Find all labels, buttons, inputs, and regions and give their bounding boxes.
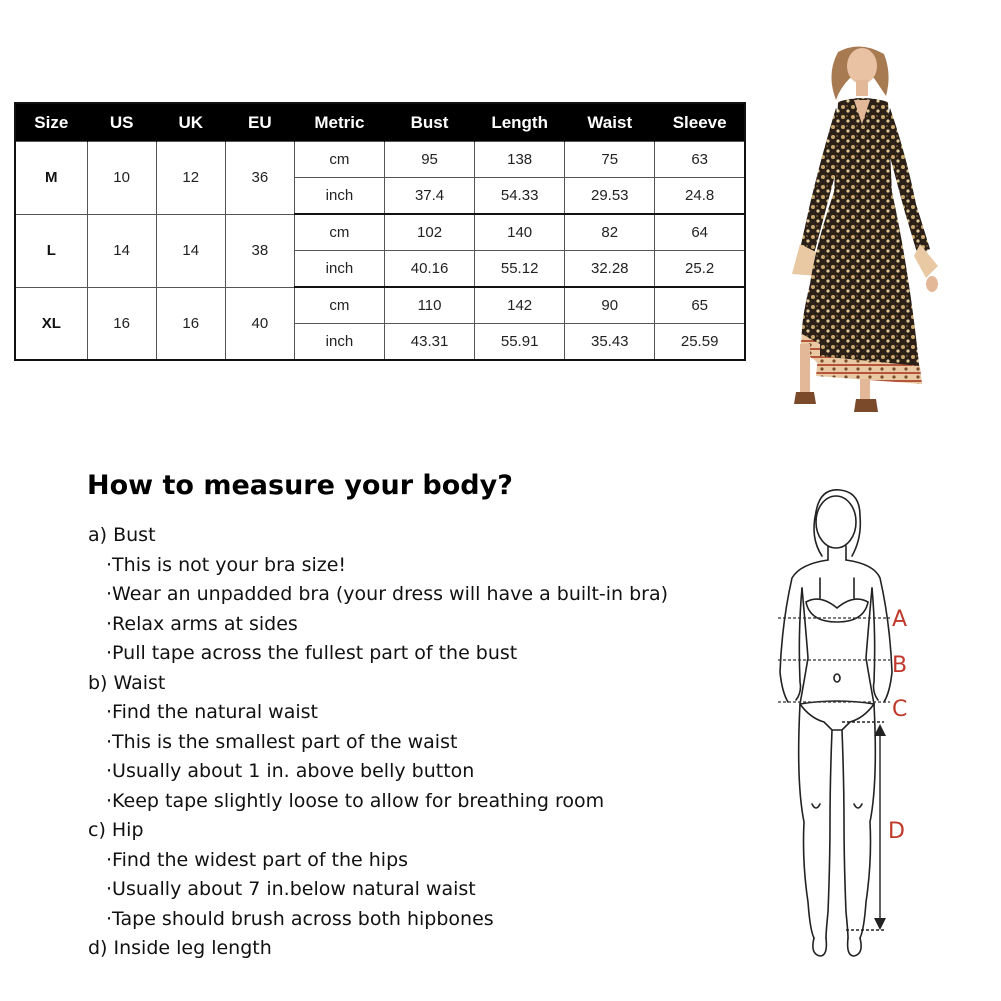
waist-value: 29.53 bbox=[565, 178, 655, 215]
table-row bbox=[15, 214, 745, 251]
instruction-detail: ·Usually about 7 in.below natural waist bbox=[106, 878, 476, 900]
bust-value: 43.31 bbox=[384, 324, 474, 361]
size-chart-table bbox=[14, 102, 746, 361]
waist-value: 90 bbox=[565, 287, 655, 324]
instruction-detail: ·Find the widest part of the hips bbox=[106, 848, 409, 871]
measure-instructions-list bbox=[88, 521, 668, 964]
sleeve-value: 24.8 bbox=[655, 178, 745, 215]
bust-value: 95 bbox=[384, 142, 474, 178]
body-measurement-diagram bbox=[760, 482, 960, 972]
length-value: 142 bbox=[475, 287, 565, 324]
diagram-label-b: B bbox=[892, 653, 908, 678]
bust-value: 37.4 bbox=[384, 178, 474, 215]
instruction-heading: c) Hip bbox=[88, 819, 144, 841]
us-size: 16 bbox=[87, 287, 156, 360]
sleeve-value: 25.59 bbox=[655, 324, 745, 361]
header-bust: Bust bbox=[384, 103, 474, 142]
waist-value: 75 bbox=[565, 142, 655, 178]
uk-size: 16 bbox=[156, 287, 225, 360]
waist-value: 82 bbox=[565, 214, 655, 251]
length-value: 55.12 bbox=[475, 251, 565, 288]
header-waist: Waist bbox=[565, 103, 655, 142]
diagram-label-c: C bbox=[892, 697, 908, 722]
metric-unit: inch bbox=[294, 251, 384, 288]
header-uk: UK bbox=[156, 103, 225, 142]
instruction-detail: ·This is not your bra size! bbox=[106, 553, 347, 576]
sleeve-value: 64 bbox=[655, 214, 745, 251]
waist-value: 32.28 bbox=[565, 251, 655, 288]
length-value: 55.91 bbox=[475, 324, 565, 361]
model-photo bbox=[780, 44, 950, 416]
table-row bbox=[15, 287, 745, 324]
header-sleeve: Sleeve bbox=[655, 103, 745, 142]
table-row bbox=[15, 142, 745, 178]
metric-unit: inch bbox=[294, 324, 384, 361]
uk-size: 14 bbox=[156, 214, 225, 287]
instruction-detail: ·Tape should brush across both hipbones bbox=[106, 907, 494, 930]
sleeve-value: 65 bbox=[655, 287, 745, 324]
eu-size: 36 bbox=[225, 142, 294, 215]
header-size: Size bbox=[15, 103, 87, 142]
instruction-detail: ·Usually about 1 in. above belly button bbox=[106, 760, 475, 782]
instruction-heading: a) Bust bbox=[88, 524, 156, 546]
metric-unit: cm bbox=[294, 214, 384, 251]
header-eu: EU bbox=[225, 103, 294, 142]
diagram-label-d: D bbox=[888, 819, 905, 844]
eu-size: 38 bbox=[225, 214, 294, 287]
sleeve-value: 63 bbox=[655, 142, 745, 178]
us-size: 10 bbox=[87, 142, 156, 215]
instruction-heading: b) Waist bbox=[88, 671, 166, 694]
instruction-heading: d) Inside leg length bbox=[88, 937, 272, 959]
size-label: M bbox=[15, 142, 87, 215]
instruction-detail: ·Pull tape across the fullest part of the bust bbox=[106, 642, 518, 664]
us-size: 14 bbox=[87, 214, 156, 287]
uk-size: 12 bbox=[156, 142, 225, 215]
header-length: Length bbox=[475, 103, 565, 142]
diagram-label-a: A bbox=[892, 607, 908, 632]
length-value: 140 bbox=[475, 214, 565, 251]
table-header-row bbox=[15, 103, 745, 142]
bust-value: 40.16 bbox=[384, 251, 474, 288]
length-value: 138 bbox=[475, 142, 565, 178]
metric-unit: cm bbox=[294, 142, 384, 178]
length-value: 54.33 bbox=[475, 178, 565, 215]
instruction-detail: ·Wear an unpadded bra (your dress will have a built-in bra) bbox=[106, 583, 669, 605]
bust-value: 102 bbox=[384, 214, 474, 251]
metric-unit: inch bbox=[294, 178, 384, 215]
metric-unit: cm bbox=[294, 287, 384, 324]
size-label: XL bbox=[15, 287, 87, 360]
waist-value: 35.43 bbox=[565, 324, 655, 361]
header-metric: Metric bbox=[294, 103, 384, 142]
instruction-detail: ·This is the smallest part of the waist bbox=[106, 730, 458, 753]
sleeve-value: 25.2 bbox=[655, 251, 745, 288]
bust-value: 110 bbox=[384, 287, 474, 324]
instruction-detail: ·Find the natural waist bbox=[106, 701, 318, 723]
header-us: US bbox=[87, 103, 156, 142]
instruction-detail: ·Keep tape slightly loose to allow for breathing room bbox=[106, 789, 605, 812]
size-label: L bbox=[15, 214, 87, 287]
eu-size: 40 bbox=[225, 287, 294, 360]
instruction-detail: ·Relax arms at sides bbox=[106, 612, 298, 635]
measure-guide-title: How to measure your body? bbox=[87, 470, 513, 501]
